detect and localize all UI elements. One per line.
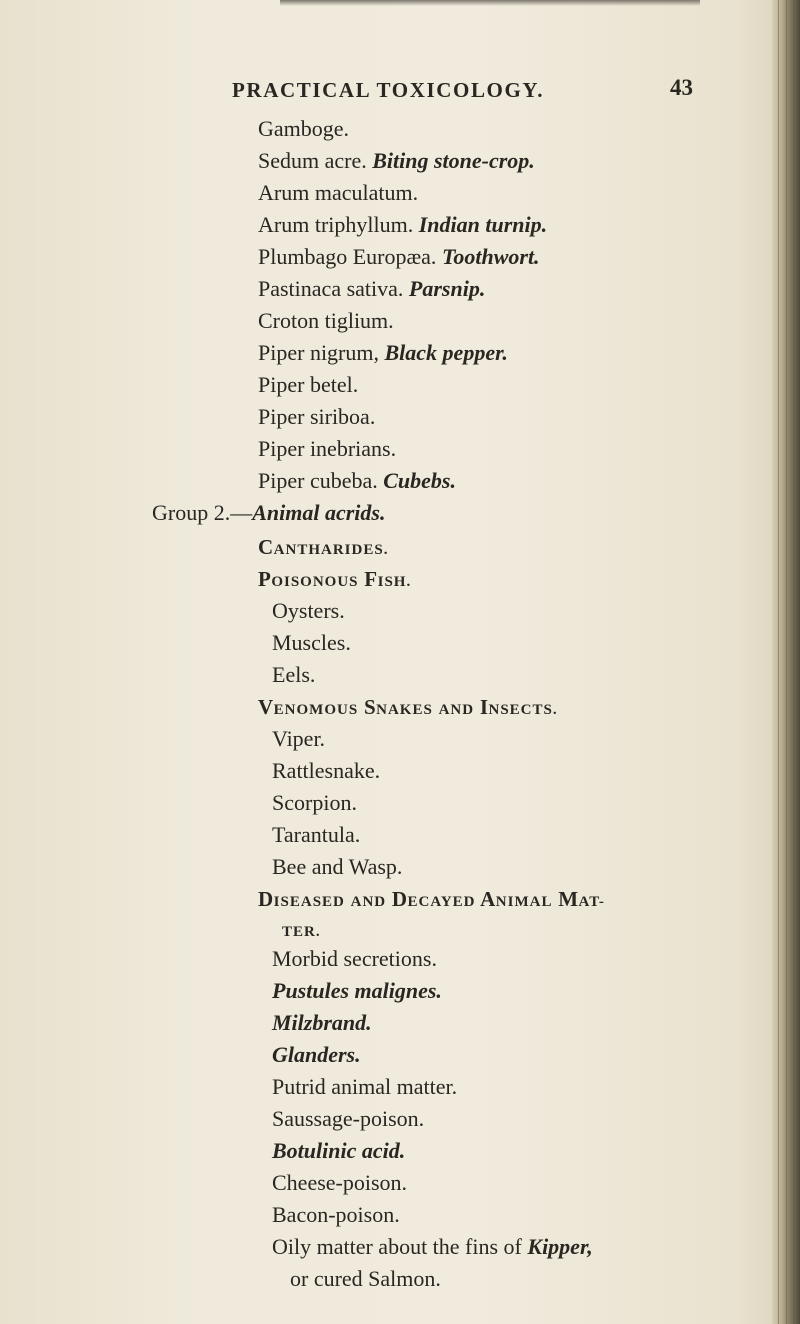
entry-name: Croton tiglium. [258,308,394,333]
small-caps-initial: D [391,887,408,911]
small-caps-rest: ANTHARIDES. [273,542,389,558]
entry-name: Piper siriboa. [258,404,376,429]
list-item-text: Eels. [272,662,316,687]
entry-sedum-acre [258,146,535,176]
entry-pastinaca [258,274,485,304]
entry-croton-tiglium [258,306,394,336]
entry-name: Arum maculatum. [258,180,419,205]
diseased-item-oily-matter [272,1232,593,1262]
entry-arum-triphyllum [258,210,547,240]
entry-gamboge [258,114,349,144]
entry-name: Piper inebrians. [258,436,397,461]
list-item-text: Viper. [272,726,326,751]
small-caps-rest: ISH. [377,574,412,590]
list-item-text: Oily matter about the fins of [272,1234,528,1259]
small-caps-rest: ENOMOUS [273,702,359,718]
list-item-text: Muscles. [272,630,351,655]
venomous-item-viper [272,724,325,754]
running-header [232,75,712,108]
group-2-heading [152,498,385,528]
entry-piper-cubeba [258,466,456,496]
diseased-item-oily-matter-continuation [290,1264,441,1294]
small-caps-rest: NSECTS. [488,702,558,718]
list-item-text: Morbid secretions. [272,946,437,971]
small-caps-initial: I [479,695,489,719]
small-caps-initial: S [363,695,377,719]
list-item-text: Pustules malignes. [272,978,442,1003]
entry-name: Piper cubeba. [258,468,378,493]
venomous-item-rattlesnake [272,756,380,786]
group-label: Group 2.— [152,500,253,525]
list-item-text: Botulinic acid. [272,1138,406,1163]
diseased-item-botulinic-acid [272,1136,405,1166]
list-item-text: Oysters. [272,598,345,623]
venomous-item-bee-wasp [272,852,402,882]
list-item-text: Bacon-poison. [272,1202,400,1227]
small-caps-initial: P [258,567,272,591]
group-title: Animal acrids. [252,500,386,525]
small-caps-rest: NIMAL [495,894,553,910]
spine-line [793,0,794,1324]
small-caps-rest: AT- [578,894,605,910]
venomous-item-scorpion [272,788,357,818]
book-spine [772,0,800,1324]
small-caps-rest: ECAYED [407,894,476,910]
entry-name: Gamboge. [258,116,350,141]
small-caps-initial: V [258,695,274,719]
small-caps-initial: M [558,887,579,911]
list-item-text: Rattlesnake. [272,758,381,783]
heading-diseased-continuation [282,914,321,947]
list-item-text: Cheese-poison. [272,1170,408,1195]
entry-name: Pastinaca sativa. [258,276,404,301]
fish-item-oysters [272,596,345,626]
entry-arum-maculatum [258,178,418,208]
venomous-item-tarantula [272,820,360,850]
list-item-italic-text: Kipper, [527,1234,593,1259]
small-caps-rest: NAKES [376,702,433,718]
heading-diseased-decayed [258,884,605,917]
list-item-text: Bee and Wasp. [272,854,403,879]
entry-piper-siriboa [258,402,375,432]
small-caps-rest: AND [350,894,387,910]
small-caps-initial: D [258,887,274,911]
entry-common-name: Cubebs. [383,468,456,493]
diseased-item-bacon-poison [272,1200,400,1230]
diseased-item-cheese-poison [272,1168,407,1198]
diseased-item-milzbrand [272,1008,372,1038]
entry-name: Arum triphyllum. [258,212,414,237]
list-item-text: or cured Salmon. [290,1266,441,1291]
spine-line [786,0,787,1324]
diseased-item-saussage-poison [272,1104,424,1134]
entry-piper-nigrum [258,338,508,368]
diseased-item-glanders [272,1040,361,1070]
small-caps-initial: C [258,535,274,559]
list-item-text: Glanders. [272,1042,361,1067]
running-title: PRACTICAL TOXICOLOGY. [232,78,545,102]
entry-name: Sedum acre. [258,148,367,173]
small-caps-initial: F [364,567,378,591]
diseased-item-pustules-malignes [272,976,442,1006]
entry-name: Plumbago Europæa. [258,244,437,269]
fish-item-eels [272,660,315,690]
diseased-item-morbid-secretions [272,944,437,974]
entry-name: Piper betel. [258,372,359,397]
entry-common-name: Black pepper. [384,340,508,365]
heading-cantharides [258,532,388,565]
entry-common-name: Indian turnip. [418,212,548,237]
diseased-item-putrid-animal-matter [272,1072,457,1102]
entry-common-name: Biting stone-crop. [372,148,535,173]
entry-common-name: Parsnip. [408,276,486,301]
entry-piper-inebrians [258,434,396,464]
entry-piper-betel [258,370,358,400]
small-caps-rest: OISONOUS [271,574,359,590]
heading-poisonous-fish [258,564,411,597]
heading-venomous-snakes-insects [258,692,558,725]
entry-common-name: Toothwort. [441,244,540,269]
entry-name: Piper nigrum, [258,340,379,365]
small-caps-rest: AND [438,702,475,718]
list-item-text: Tarantula. [272,822,361,847]
list-item-text: Milzbrand. [272,1010,372,1035]
top-edge-shadow [280,0,700,6]
page-number: 43 [670,75,693,100]
list-item-text: Scorpion. [272,790,357,815]
list-item-text: Putrid animal matter. [272,1074,458,1099]
small-caps-initial: A [480,887,496,911]
small-caps-rest: ISEASED [273,894,345,910]
entry-plumbago [258,242,540,272]
spine-line [778,0,779,1324]
fish-item-muscles [272,628,351,658]
list-item-text: Saussage-poison. [272,1106,425,1131]
small-caps-rest: TER. [282,924,321,940]
